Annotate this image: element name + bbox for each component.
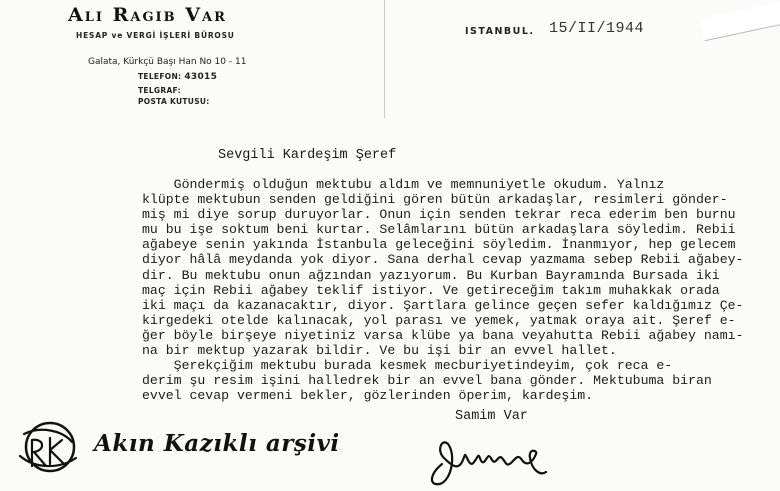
telephone-label: TELEFON: [138, 72, 182, 81]
letterhead-subtitle: HESAP ve VERGİ İŞLERİ BÜROSU [76, 31, 235, 40]
telegraph-label: TELGRAF: [138, 86, 181, 95]
folded-corner [700, 0, 780, 41]
telephone-value: 43015 [184, 72, 218, 82]
letter-date: 15/II/1944 [549, 20, 645, 37]
closing-name: Samim Var [455, 409, 528, 424]
handwritten-signature [422, 424, 552, 488]
telephone-line [138, 72, 217, 82]
salutation: Sevgili Kardeşim Şeref [218, 148, 397, 163]
postbox-label: POSTA KUTUSU: [138, 97, 210, 106]
letterhead-address: Galata, Kürkçü Başı Han No 10 - 11 [88, 57, 247, 67]
archive-watermark: Akın Kazıklı arşivi [94, 430, 340, 457]
city-label: ISTANBUL. [465, 26, 535, 37]
fold-line [384, 0, 385, 118]
postbox-line [138, 97, 210, 106]
telegraph-line [138, 86, 181, 95]
letterhead-name: Alı Ragıb Var [68, 4, 227, 26]
archive-logo-icon [10, 416, 86, 478]
letter-body: Göndermiş olduğun mektubu aldım ve memnuniyetle okudum. Yalnız klüpte mektubun senden geldiğini gören bütün arkadaşlar, resimleri gönder- miş mi diye sorup duruyorlar. Onun için senden tekrar reca ederim ben burnu mu bu işe soktum beni kurtar. Selâmlarını bütün arkadaşlara söyledim. Rebii ağabeye senin yakında İstanbula geleceğini söyledim. İnanmıyor, hep gelecem diyor hâlâ meydanda yok diyor. Sana derhal cevap yazmama sebep Rebii ağabey- dir. Bu mektubu onun ağzından yazıyorum. Bu Kurban Bayramında Bursada iki maç için Rebii ağabey teklif istiyor. Ve getireceğim takım muhakkak orada iki maçı da kazanacaktır, diyor. Şartlara gelince geçen sefer kaldığımız Çe- kirgedeki otelde kalınacak, yol parası ve yemek, yatmak oraya ait. Şeref e- ğer böyle birşeye niyetiniz varsa klübe ya bana veyahutta Rebii ağabey namı- na bir mektup yazarak bildir. Ve bu işi bir an evvel hallet. Şerekçiğim mektubu burada kesmek mecburiyetindeyim, çok reca e- derim şu resim işini halledrek bir an evvel bana gönder. Mektubuma biran evvel cevap vermeni bekler, gözlerinden öperim, kardeşim. [142, 177, 744, 404]
